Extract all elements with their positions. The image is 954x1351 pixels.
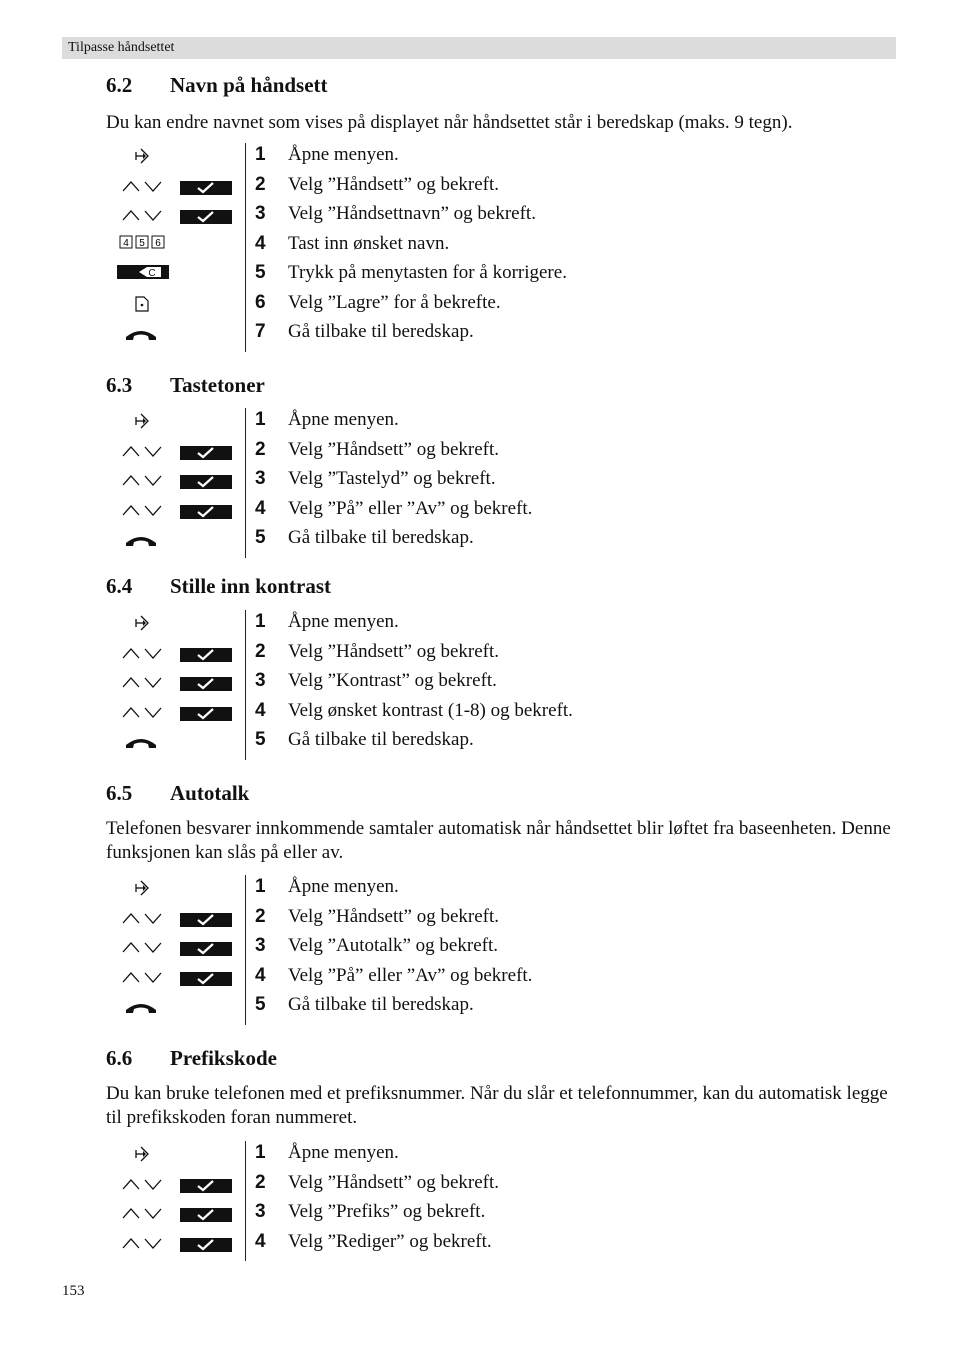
step-number: 2	[255, 1171, 266, 1193]
menu-key-icon	[133, 879, 153, 897]
step-text: Åpne menyen.	[288, 409, 399, 430]
confirm-check-key-icon	[180, 707, 232, 721]
step-row	[0, 1141, 954, 1170]
confirm-check-key-icon	[180, 1179, 232, 1193]
step-text: Gå tilbake til beredskap.	[288, 321, 474, 342]
confirm-check-key-icon	[180, 475, 232, 489]
step-row	[0, 261, 954, 290]
step-number: 3	[255, 468, 266, 489]
up-down-arrows-icon	[121, 1206, 165, 1220]
page-number: 153	[62, 1283, 85, 1299]
svg-text:4: 4	[123, 237, 129, 249]
step-row	[0, 875, 954, 904]
menu-key-icon	[133, 614, 153, 632]
confirm-check-key-icon	[180, 210, 232, 224]
section-intro: Telefonen besvarer innkommende samtaler automatisk når håndsettet blir løftet fra baseenheten. Denne funksjonen kan slås på eller av.	[106, 818, 891, 863]
svg-text:6: 6	[155, 237, 161, 249]
step-number: 4	[255, 232, 266, 254]
menu-key-icon	[133, 412, 153, 430]
step-text: Velg ”Håndsett” og bekreft.	[288, 1171, 500, 1193]
step-number: 3	[255, 670, 266, 691]
section-intro: Du kan endre navnet som vises på displayet når håndsettet står i beredskap (maks. 9 tegn).	[106, 112, 793, 133]
step-text: Velg ”Rediger” og bekreft.	[288, 1230, 492, 1252]
step-row	[0, 993, 954, 1022]
step-text: Velg ”Håndsett” og bekreft.	[288, 173, 500, 195]
section-title: Navn på håndsett	[170, 73, 328, 97]
step-text: Gå tilbake til beredskap.	[288, 994, 474, 1015]
step-number: 5	[255, 994, 266, 1015]
step-number: 5	[255, 262, 266, 283]
step-number: 3	[255, 203, 266, 224]
up-down-arrows-icon	[121, 444, 165, 458]
step-row	[0, 408, 954, 437]
step-number: 1	[255, 876, 266, 897]
step-number: 1	[255, 144, 266, 165]
up-down-arrows-icon	[121, 503, 165, 517]
step-row	[0, 526, 954, 555]
step-number: 3	[255, 1201, 266, 1222]
step-row	[0, 1200, 954, 1229]
step-number: 4	[255, 964, 266, 986]
up-down-arrows-icon	[121, 208, 165, 222]
step-number: 2	[255, 905, 266, 927]
section-heading	[106, 1046, 277, 1071]
confirm-check-key-icon	[180, 677, 232, 691]
confirm-check-key-icon	[180, 505, 232, 519]
step-row	[0, 1230, 954, 1259]
step-number: 2	[255, 640, 266, 662]
up-down-arrows-icon	[121, 1177, 165, 1191]
step-number: 4	[255, 497, 266, 519]
step-row	[0, 232, 954, 261]
confirm-check-key-icon	[180, 446, 232, 460]
step-row	[0, 934, 954, 963]
section-title: Tastetoner	[170, 373, 265, 397]
svg-text:C: C	[148, 268, 156, 279]
up-down-arrows-icon	[121, 473, 165, 487]
confirm-check-key-icon	[180, 648, 232, 662]
step-text: Velg ”Håndsettnavn” og bekreft.	[288, 203, 536, 224]
up-down-arrows-icon	[121, 179, 165, 193]
step-number: 1	[255, 611, 266, 632]
section-number: 6.4	[106, 574, 133, 598]
step-row	[0, 143, 954, 172]
step-number: 1	[255, 1142, 266, 1163]
step-text: Velg ”Håndsett” og bekreft.	[288, 640, 500, 662]
running-header: Tilpasse håndsettet	[62, 37, 896, 59]
confirm-check-key-icon	[180, 1238, 232, 1252]
step-row	[0, 202, 954, 231]
section-heading	[106, 73, 328, 98]
up-down-arrows-icon	[121, 675, 165, 689]
section-heading	[106, 781, 249, 806]
confirm-check-key-icon	[180, 1208, 232, 1222]
step-row	[0, 291, 954, 320]
step-row	[0, 320, 954, 349]
step-text: Gå tilbake til beredskap.	[288, 729, 474, 750]
end-call-icon	[124, 735, 158, 749]
end-call-icon	[124, 533, 158, 547]
step-text: Gå tilbake til beredskap.	[288, 527, 474, 548]
confirm-check-key-icon	[180, 181, 232, 195]
section-intro: Du kan bruke telefonen med et prefiksnummer. Når du slår et telefonnummer, kan du automatisk legge til prefikskoden foran nummeret.	[106, 1083, 888, 1128]
step-number: 6	[255, 291, 266, 313]
step-number: 7	[255, 321, 266, 342]
step-number: 4	[255, 699, 266, 721]
step-text: Velg ”Håndsett” og bekreft.	[288, 438, 500, 460]
confirm-check-key-icon	[180, 942, 232, 956]
up-down-arrows-icon	[121, 940, 165, 954]
section-number: 6.3	[106, 373, 133, 397]
step-text: Velg ”Tastelyd” og bekreft.	[288, 468, 496, 489]
step-text: Velg ”På” eller ”Av” og bekreft.	[288, 964, 533, 986]
step-text: Tast inn ønsket navn.	[288, 232, 450, 254]
section-title: Prefikskode	[170, 1046, 277, 1070]
step-number: 2	[255, 173, 266, 195]
up-down-arrows-icon	[121, 970, 165, 984]
step-row	[0, 497, 954, 526]
step-number: 4	[255, 1230, 266, 1252]
step-text: Velg ”Håndsett” og bekreft.	[288, 905, 500, 927]
step-row	[0, 640, 954, 669]
step-row	[0, 610, 954, 639]
menu-key-icon	[133, 147, 153, 165]
up-down-arrows-icon	[121, 1236, 165, 1250]
up-down-arrows-icon	[121, 911, 165, 925]
confirm-check-key-icon	[180, 913, 232, 927]
section-number: 6.5	[106, 781, 133, 805]
menu-key-icon	[133, 1145, 153, 1163]
section-heading	[106, 574, 331, 599]
step-text: Åpne menyen.	[288, 1142, 399, 1163]
confirm-check-key-icon	[180, 972, 232, 986]
number-keys-icon	[119, 235, 167, 249]
section-number: 6.2	[106, 73, 133, 97]
step-row	[0, 173, 954, 202]
step-text: Trykk på menytasten for å korrigere.	[288, 262, 567, 283]
step-number: 3	[255, 935, 266, 956]
step-number: 5	[255, 527, 266, 548]
step-row	[0, 669, 954, 698]
step-text: Velg ”Autotalk” og bekreft.	[288, 935, 498, 956]
step-row	[0, 728, 954, 757]
section-number: 6.6	[106, 1046, 133, 1070]
step-text: Velg ”Kontrast” og bekreft.	[288, 670, 497, 691]
svg-text:5: 5	[139, 237, 145, 249]
step-row	[0, 1171, 954, 1200]
step-text: Velg ”På” eller ”Av” og bekreft.	[288, 497, 533, 519]
step-row	[0, 438, 954, 467]
step-row	[0, 467, 954, 496]
step-number: 2	[255, 438, 266, 460]
step-number: 5	[255, 729, 266, 750]
step-row	[0, 699, 954, 728]
save-key-icon	[135, 296, 149, 312]
step-text: Velg ”Lagre” for å bekrefte.	[288, 291, 501, 313]
clear-key-icon	[117, 265, 169, 279]
step-text: Åpne menyen.	[288, 611, 399, 632]
end-call-icon	[124, 1000, 158, 1014]
step-row	[0, 964, 954, 993]
step-row	[0, 905, 954, 934]
step-text: Åpne menyen.	[288, 876, 399, 897]
section-title: Stille inn kontrast	[170, 574, 332, 598]
step-text: Velg ønsket kontrast (1-8) og bekreft.	[288, 699, 573, 721]
step-text: Åpne menyen.	[288, 144, 399, 165]
section-heading	[106, 373, 265, 398]
section-title: Autotalk	[170, 781, 250, 805]
step-text: Velg ”Prefiks” og bekreft.	[288, 1201, 486, 1222]
up-down-arrows-icon	[121, 646, 165, 660]
up-down-arrows-icon	[121, 705, 165, 719]
step-number: 1	[255, 409, 266, 430]
end-call-icon	[124, 327, 158, 341]
